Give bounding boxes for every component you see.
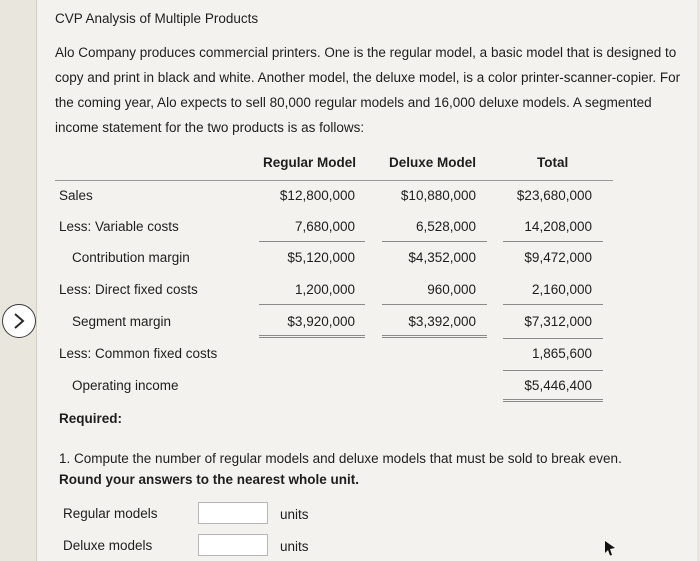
- answer-label-deluxe: Deluxe models: [63, 538, 153, 553]
- underline: [259, 304, 365, 305]
- problem-page: [36, 0, 697, 561]
- underline: [503, 370, 603, 371]
- cell-cm-deluxe: $4,352,000: [408, 250, 476, 265]
- rounding-instruction: Round your answers to the nearest whole unit.: [59, 472, 360, 487]
- answer-units-deluxe: units: [280, 539, 309, 554]
- header-total: Total: [537, 155, 569, 170]
- cell-sm-regular: $3,920,000: [287, 314, 355, 329]
- deluxe-models-input[interactable]: [198, 534, 268, 556]
- problem-intro: Alo Company produces commercial printers. One is the regular model, a basic model that is designed to copy and print in black and white. Another model, the deluxe model, is a color printer-scanner-copier. For the coming year, Alo expects to sell 80,000 regular models and 16,000 deluxe models. A segmented income statement for the two products is as follows:: [55, 45, 681, 135]
- cell-sales-deluxe: $10,880,000: [400, 188, 476, 203]
- cell-variable-regular: 7,680,000: [294, 219, 355, 234]
- header-regular-model: Regular Model: [263, 155, 357, 170]
- regular-models-input[interactable]: [198, 502, 268, 524]
- answer-units-regular: units: [280, 507, 309, 522]
- cell-dfc-deluxe: 960,000: [427, 282, 476, 297]
- question-line: 1. Compute the number of regular models and deluxe models that must be sold to break even.: [59, 451, 622, 466]
- header-divider: [55, 180, 613, 181]
- underline: [503, 241, 603, 242]
- row-label-common-fixed-costs: Less: Common fixed costs: [59, 346, 218, 361]
- underline: [382, 241, 487, 242]
- cell-variable-deluxe: 6,528,000: [415, 219, 476, 234]
- required-heading: Required:: [59, 411, 123, 426]
- cell-variable-total: 14,208,000: [524, 219, 592, 234]
- underline: [259, 241, 365, 242]
- question-text: [59, 448, 659, 490]
- double-underline: [503, 399, 603, 402]
- underline: [503, 304, 603, 305]
- cell-sm-total: $7,312,000: [524, 314, 592, 329]
- cell-cfc-total: 1,865,600: [531, 346, 592, 361]
- underline: [503, 338, 603, 339]
- chevron-right-icon: [11, 312, 27, 330]
- answer-label-regular: Regular models: [63, 506, 158, 521]
- row-label-variable-costs: Less: Variable costs: [59, 219, 179, 234]
- row-label-direct-fixed-costs: Less: Direct fixed costs: [59, 282, 198, 297]
- underline: [382, 304, 487, 305]
- cell-sm-deluxe: $3,392,000: [408, 314, 476, 329]
- cell-sales-total: $23,680,000: [516, 188, 592, 203]
- header-deluxe-model: Deluxe Model: [389, 155, 477, 170]
- mouse-cursor-icon: [603, 540, 617, 556]
- page-title: CVP Analysis of Multiple Products: [55, 11, 259, 26]
- cell-cm-total: $9,472,000: [524, 250, 592, 265]
- expand-nav-button[interactable]: [2, 304, 36, 338]
- cell-oi-total: $5,446,400: [524, 378, 592, 393]
- double-underline: [259, 335, 365, 338]
- cell-dfc-total: 2,160,000: [531, 282, 592, 297]
- double-underline: [382, 335, 487, 338]
- cell-dfc-regular: 1,200,000: [294, 282, 355, 297]
- row-label-contribution-margin: Contribution margin: [72, 250, 190, 265]
- cell-sales-regular: $12,800,000: [279, 188, 355, 203]
- cell-cm-regular: $5,120,000: [287, 250, 355, 265]
- row-label-operating-income: Operating income: [72, 378, 179, 393]
- row-label-segment-margin: Segment margin: [72, 314, 172, 329]
- row-label-sales: Sales: [59, 188, 93, 203]
